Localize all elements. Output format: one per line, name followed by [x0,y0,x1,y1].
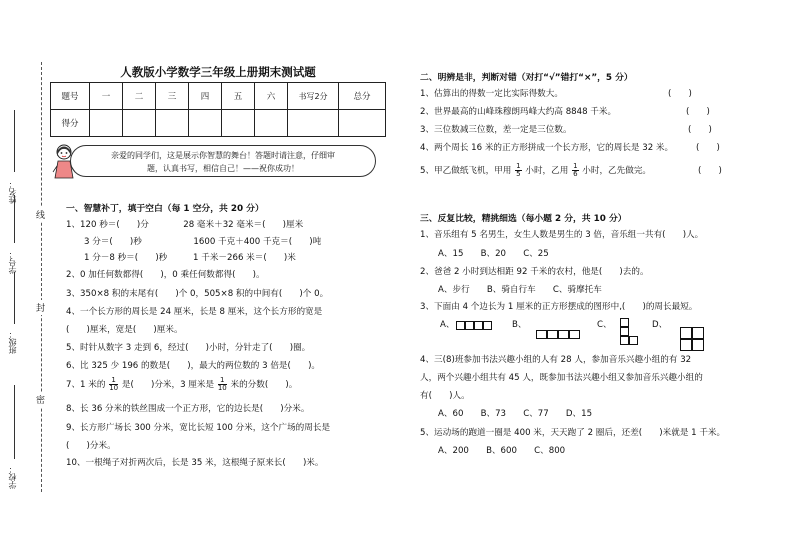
s1-line: 3、350×8 积的末尾有( )个 0，505×8 积的中间有( )个 0。 [66,289,329,299]
score-cell[interactable] [339,110,386,137]
table-cell: 六 [255,83,288,110]
answer-bracket[interactable]: ( ) [696,143,720,153]
score-cell[interactable] [123,110,156,137]
s1-line: 10、一根绳子对折两次后，长是 35 米，这根绳子原来长( )米。 [66,458,324,468]
shape-option-c[interactable] [620,318,642,346]
s3-line: 3、下面由 4 个边长为 1 厘米的正方形摆成的图形中,( )的周长最短。 [420,302,698,312]
q7-text-a: 7、1 米的 [66,380,106,390]
q5-text-c: 小时，乙先做完。 [582,166,652,176]
s3-line: 人，两个兴趣小组共有 45 人，既参加书法兴趣小组又参加音乐兴趣小组的 [420,373,703,383]
fold-word-3: 密 [36,392,45,407]
table-cell: 一 [90,83,123,110]
s2-item: 2、世界最高的山峰珠穆朗玛峰大约高 8848 千米。 [420,107,617,117]
score-cell[interactable] [90,110,123,137]
class-label: 班级： [8,330,17,354]
shape-label-d: D、 [652,320,668,330]
s3-line: 1、音乐组有 5 名男生，女生人数是男生的 3 倍，音乐组一共有( )人。 [420,230,704,240]
s2-item: 1、估算出的得数一定比实际得数大。 [420,89,563,99]
q5-text-b: 小时，乙用 [525,166,569,176]
s1-line: 3 分＝( )秒 1600 千克＋400 千克＝( )吨 [84,237,322,247]
answer-bracket[interactable]: ( ) [668,89,692,99]
fraction [218,377,227,392]
q7-text-b: 是( )分米，3 厘米是 [121,380,215,390]
section1-title: 一、智慧补丁，填于空白（每 1 空分，共 20 分） [66,204,264,214]
shape-option-b[interactable] [536,330,580,342]
s3-options: A、60 B、73 C、77 D、15 [438,409,593,419]
s1-line: 2、0 加任何数都得( )，0 乘任何数都得( )。 [66,270,265,280]
score-cell[interactable] [288,110,339,137]
answer-bracket[interactable]: ( ) [688,125,712,135]
answer-bracket[interactable]: ( ) [698,166,722,176]
fraction-numerator: 1 [218,377,227,385]
table-row [51,110,386,137]
s3-options: A、步行 B、骑自行车 C、骑摩托车 [438,285,602,295]
fraction-numerator: 1 [109,377,118,385]
name-blank[interactable] [14,110,15,172]
answer-bracket[interactable]: ( ) [686,107,710,117]
s3-line: 有( )人。 [420,391,470,401]
s1-line: 5、时针从数字 3 走到 6，经过( )小时，分针走了( )圈。 [66,343,311,353]
s3-line: 5、运动场的跑道一圈是 400 米，天天跑了 2 圈后，还差( )米就是 1 千米。 [420,428,726,438]
fraction [515,163,521,178]
encouragement-banner [70,145,376,177]
table-cell: 五 [222,83,255,110]
section3-title: 三、反复比较，精挑细选（每小题 2 分，共 10 分） [420,214,627,224]
table-row [51,83,386,110]
score-table [50,82,386,137]
binding-strip [0,0,50,550]
fraction [572,163,578,178]
s3-options: A、15 B、20 C、25 [438,249,549,259]
fold-word-1: 线 [36,207,45,222]
s3-line: 4、三(8)班参加书法兴趣小组的人有 28 人，参加音乐兴趣小组的有 32 [420,355,692,365]
s1-line: 4、一个长方形的周长是 24 厘米，长是 8 厘米，这个长方形的宽是 [66,307,323,317]
s1-line: 9、长方形广场长 300 分米，宽比长短 100 分米，这个广场的周长是 [66,423,331,433]
table-cell: 得分 [51,110,90,137]
s3-options: A、200 B、600 C、800 [438,446,566,456]
s1-line: ( )分米。 [66,441,116,451]
shape-option-a[interactable] [456,321,496,333]
table-cell: 总分 [339,83,386,110]
s2-q5 [420,163,651,178]
s1-line: ( )厘米，宽是( )厘米。 [66,325,183,335]
shape-label-b: B、 [512,320,527,330]
fraction-denominator: 10 [217,384,227,392]
s1-line: 6、比 325 少 196 的数是( )，最大的两位数的 3 倍是( )。 [66,361,321,371]
table-cell: 书写2分 [288,83,339,110]
fraction-denominator: 5 [516,170,521,178]
s1-line: 8、长 36 分米的铁丝围成一个正方形，它的边长是( )分米。 [66,404,310,414]
fraction [109,377,118,392]
school-blank[interactable] [14,385,15,459]
school-label: 学校： [8,465,17,489]
score-cell[interactable] [222,110,255,137]
s2-item: 4、两个周长 16 米的正方形拼成一个长方形，它的周长是 32 米。 [420,143,674,153]
banner-line-1: 亲爱的同学们，这是展示你智慧的舞台！答题时请注意，仔细审 [111,151,335,160]
shape-label-a: A、 [440,320,455,330]
s1-line: 1 分－8 秒＝( )秒 1 千米－266 米＝( )米 [84,253,296,263]
fraction-denominator: 10 [109,384,119,392]
s1-q7 [66,377,297,392]
s3-line: 2、爸爸 2 小时到达相距 92 千米的农村，他是( )去的。 [420,267,649,277]
table-cell: 三 [156,83,189,110]
q7-text-c: 米的分数( )。 [230,380,298,390]
q5-text-a: 5、甲乙做纸飞机，甲用 [420,166,512,176]
number-blank[interactable] [14,195,15,243]
number-label: 学号： [8,250,17,274]
shape-label-c: C、 [597,320,612,330]
fraction-numerator: 1 [573,162,578,170]
score-cell[interactable] [255,110,288,137]
fraction-denominator: 6 [573,170,578,178]
score-cell[interactable] [156,110,189,137]
page-title: 人教版小学数学三年级上册期末测试题 [120,65,316,79]
fold-line [41,62,42,492]
section2-title: 二、明辨是非，判断对错（对打“√”错打“×”，5 分） [420,73,633,83]
table-cell: 题号 [51,83,90,110]
table-cell: 二 [123,83,156,110]
banner-line-2: 题，认真书写，相信自己！——祝你成功！ [147,164,299,173]
table-cell: 四 [189,83,222,110]
score-cell[interactable] [189,110,222,137]
s2-item: 3、三位数减三位数，差一定是三位数。 [420,125,572,135]
fold-word-2: 封 [36,300,45,315]
fraction-numerator: 1 [516,162,521,170]
class-blank[interactable] [14,272,15,324]
name-label: 姓名： [8,180,17,204]
s1-line: 1、120 秒＝( )分 28 毫米＋32 毫米＝( )厘米 [66,220,304,230]
shape-option-d[interactable] [680,327,706,353]
